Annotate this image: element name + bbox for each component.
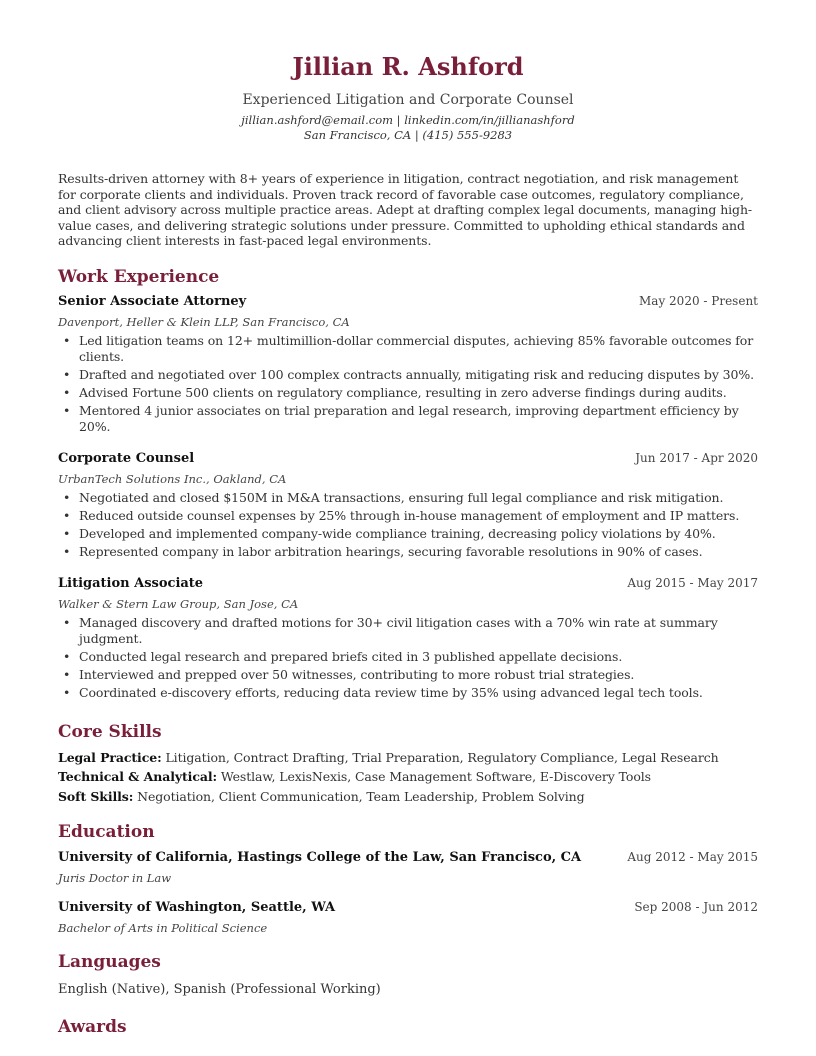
professional-summary: Results-driven attorney with 8+ years of experience in litigation, contract negotiation, and risk management for corporate clients and individuals. Proven track record of favorable case outcomes, regulatory compliance, and client advisory across multiple practice areas. Adept at drafting complex legal documents, managing high-value cases, and delivering strategic solutions under pressure. Committed to upholding ethical standards and advancing client interests in fast-paced legal environments.	[58, 171, 753, 248]
job-dates: Aug 2015 - May 2017	[627, 575, 758, 590]
education-degree: Bachelor of Arts in Political Science	[58, 921, 268, 935]
bullet-dot-icon: •	[63, 489, 71, 505]
bullet-dot-icon: •	[63, 543, 71, 559]
education-entry	[58, 900, 758, 936]
skill-row	[58, 787, 758, 807]
job-organization: Davenport, Heller & Klein LLP, San Francisco, CA	[58, 314, 350, 329]
bullet-dot-icon: •	[63, 507, 71, 523]
bullet-dot-icon: •	[63, 684, 71, 700]
skill-label: Technical & Analytical:	[58, 769, 217, 784]
bullet-dot-icon: •	[63, 384, 71, 400]
job-entry	[58, 576, 758, 701]
job-role: Corporate Counsel	[58, 450, 195, 466]
job-bullet: • Drafted and negotiated over 100 complex contracts annually, mitigating risk and reducing disputes by 30%.	[63, 366, 755, 382]
skill-row	[58, 767, 758, 787]
languages-list: English (Native), Spanish (Professional Working)	[58, 982, 381, 997]
section-title-education: Education	[58, 822, 155, 842]
candidate-name: Jillian R. Ashford	[292, 52, 524, 81]
skills-list	[58, 748, 758, 807]
section-title-awards: Awards	[58, 1017, 127, 1037]
job-bullet: • Advised Fortune 500 clients on regulatory compliance, resulting in zero adverse findings during audits.	[63, 384, 727, 400]
section-title-core-skills: Core Skills	[58, 721, 162, 742]
education-degree: Juris Doctor in Law	[58, 871, 172, 885]
skill-value: Litigation, Contract Drafting, Trial Preparation, Regulatory Compliance, Legal Research	[165, 749, 719, 765]
education-dates: Aug 2012 - May 2015	[627, 850, 758, 864]
bullet-dot-icon: •	[63, 648, 71, 664]
job-bullet: • Coordinated e-discovery efforts, reducing data review time by 35% using advanced legal tech tools.	[63, 684, 703, 700]
section-title-work-experience: Work Experience	[58, 266, 220, 287]
job-bullets	[58, 490, 758, 560]
job-bullets	[58, 333, 758, 435]
skill-label: Soft Skills:	[58, 788, 134, 804]
job-bullet: • Interviewed and prepped over 50 witnesses, contributing to more robust trial strategies.	[63, 666, 635, 682]
job-bullet: • Led litigation teams on 12+ multimillion-dollar commercial disputes, achieving 85% favorable outcomes for clients.	[63, 332, 754, 364]
job-bullet: • Negotiated and closed $150M in M&A transactions, ensuring full legal compliance and risk mitigation.	[63, 489, 724, 505]
job-bullet: • Mentored 4 junior associates on trial preparation and legal research, improving department efficiency by 20%.	[63, 402, 739, 434]
bullet-dot-icon: •	[63, 402, 71, 418]
resume-header	[58, 0, 758, 143]
section-title-languages: Languages	[58, 952, 161, 972]
job-role: Litigation Associate	[58, 575, 204, 591]
job-entry	[58, 294, 758, 435]
job-bullet: • Developed and implemented company-wide compliance training, decreasing policy violations by 40%.	[63, 525, 716, 541]
contact-line-email-linkedin: jillian.ashford@email.com | linkedin.com/in/jillianashford	[241, 113, 575, 127]
education-dates: Sep 2008 - Jun 2012	[634, 900, 758, 914]
bullet-dot-icon: •	[63, 332, 71, 348]
bullet-dot-icon: •	[63, 666, 71, 682]
job-bullet: • Reduced outside counsel expenses by 25% through in-house management of employment and IP matters.	[63, 507, 740, 523]
candidate-title: Experienced Litigation and Corporate Counsel	[242, 92, 574, 108]
skill-row	[58, 748, 758, 768]
education-entry	[58, 850, 758, 886]
bullet-dot-icon: •	[63, 366, 71, 382]
job-organization: Walker & Stern Law Group, San Jose, CA	[58, 596, 299, 611]
job-bullets	[58, 615, 758, 701]
job-bullet: • Conducted legal research and prepared briefs cited in 3 published appellate decisions.	[63, 648, 623, 664]
contact-line-location-phone: San Francisco, CA | (415) 555-9283	[303, 128, 513, 142]
job-organization: UrbanTech Solutions Inc., Oakland, CA	[58, 471, 287, 486]
job-entry	[58, 451, 758, 560]
bullet-dot-icon: •	[63, 614, 71, 630]
job-bullet: • Represented company in labor arbitration hearings, securing favorable resolutions in 90% of cases.	[63, 543, 703, 559]
job-bullet: • Managed discovery and drafted motions for 30+ civil litigation cases with a 70% win rate at summary judgment.	[63, 614, 718, 646]
job-dates: May 2020 - Present	[639, 293, 758, 308]
education-school: University of Washington, Seattle, WA	[58, 900, 336, 915]
job-dates: Jun 2017 - Apr 2020	[635, 450, 758, 465]
skill-value: Westlaw, LexisNexis, Case Management Software, E-Discovery Tools	[220, 769, 651, 784]
education-school: University of California, Hastings College of the Law, San Francisco, CA	[58, 850, 582, 865]
skill-value: Negotiation, Client Communication, Team Leadership, Problem Solving	[137, 788, 585, 804]
bullet-dot-icon: •	[63, 525, 71, 541]
job-role: Senior Associate Attorney	[58, 293, 247, 309]
skill-label: Legal Practice:	[58, 749, 162, 765]
